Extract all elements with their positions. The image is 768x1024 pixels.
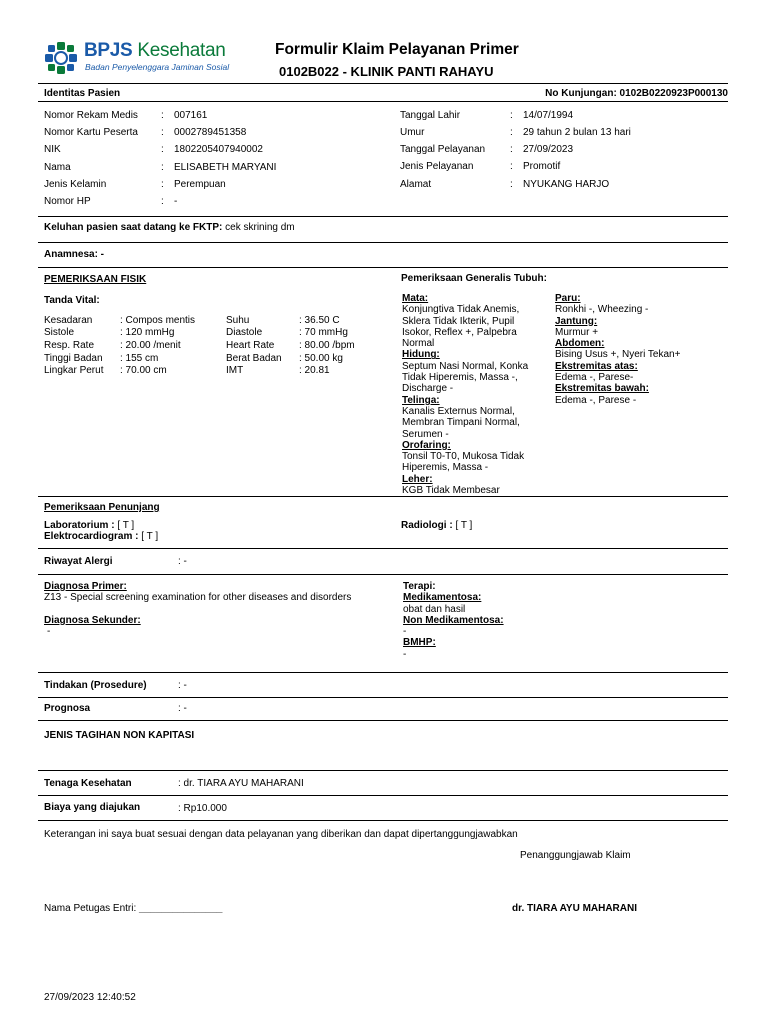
tanda-vital-label: Tanda Vital: [44, 295, 100, 306]
keluhan [44, 222, 295, 233]
colon: : [161, 110, 164, 121]
keluhan-label: Keluhan pasien saat datang ke FKTP: [44, 222, 223, 233]
vital-value: : 70 mmHg [299, 327, 348, 338]
colon: : [161, 144, 164, 155]
exam-line: Ronkhi -, Wheezing - [555, 304, 649, 316]
prognosa-label: Prognosa [44, 703, 91, 714]
exam-line: Edema -, Parese- [555, 372, 634, 384]
field-value: - [174, 196, 178, 207]
vital-label: Resp. Rate [44, 340, 95, 351]
anamnesa: Anamnesa: - [44, 249, 105, 260]
exam-title: Ekstremitas bawah: [555, 383, 649, 395]
keluhan-value: cek skrining dm [225, 222, 295, 233]
diagnosa-primer-value: Z13 - Special screening examination for other diseases and disorders [44, 592, 352, 604]
field-label: NIK [44, 144, 61, 155]
vital-value: : 80.00 /bpm [299, 340, 355, 351]
exam-title: Leher: [402, 473, 433, 485]
medikamentosa-label: Medikamentosa: [403, 592, 482, 604]
fisik-heading: PEMERIKSAAN FISIK [44, 274, 147, 285]
exam-title: Abdomen: [555, 338, 605, 350]
exam-title: Jantung: [555, 315, 598, 327]
exam-title: Hidung: [402, 349, 440, 361]
colon: : [161, 162, 164, 173]
form-subtitle: 0102B022 - KLINIK PANTI RAHAYU [279, 64, 494, 79]
bmhp-label: BMHP: [403, 637, 436, 649]
logo-tagline: Badan Penyelenggara Jaminan Sosial [85, 62, 230, 72]
generalis-heading: Pemeriksaan Generalis Tubuh: [401, 273, 547, 284]
form-title: Formulir Klaim Pelayanan Primer [275, 41, 519, 58]
colon: : [510, 110, 513, 121]
exam-title: Mata: [402, 293, 429, 304]
non-medikamentosa-value: - [403, 626, 407, 638]
colon: : [510, 161, 513, 172]
colon: : [510, 127, 513, 138]
colon: : [161, 127, 164, 138]
exam-line: Serumen - [402, 428, 449, 440]
colon: : [161, 196, 164, 207]
signer-name: dr. TIARA AYU MAHARANI [512, 903, 638, 914]
diagnosa-sekunder-value: - [47, 625, 51, 637]
vital-value: : 155 cm [120, 353, 159, 364]
diagnosa-primer-label: Diagnosa Primer: [44, 581, 127, 592]
petugas-row [44, 903, 222, 914]
exam-line: Tidak Hiperemis, Massa -, [402, 372, 518, 384]
terapi-block [403, 581, 504, 660]
field-value: Promotif [523, 161, 561, 172]
field-value: ELISABETH MARYANI [174, 162, 277, 173]
petugas-label: Nama Petugas Entri: [44, 903, 137, 914]
jenis-tagihan-heading: JENIS TAGIHAN NON KAPITASI [44, 730, 195, 741]
exam-line: Isokor, Reflex +, Palpebra [402, 326, 517, 338]
non-medikamentosa-label: Non Medikamentosa: [403, 614, 504, 626]
exam-title: Ekstremitas atas: [555, 360, 638, 372]
penunjang-heading: Pemeriksaan Penunjang [44, 502, 160, 513]
field-value: NYUKANG HARJO [523, 179, 610, 190]
vital-label: Sistole [44, 327, 75, 338]
exam-line: Normal [402, 338, 435, 350]
generalis-col1 [402, 293, 552, 496]
vital-label: Berat Badan [226, 353, 282, 364]
alergi-value: : - [178, 556, 187, 567]
radiologi-value: [ T ] [455, 520, 473, 531]
print-timestamp: 27/09/2023 12:40:52 [44, 992, 136, 1003]
exam-line: Konjungtiva Tidak Anemis, [402, 304, 520, 316]
exam-line: Edema -, Parese - [555, 394, 637, 406]
vital-label: Kesadaran [44, 315, 93, 326]
logo-name-2: Kesehatan [137, 40, 226, 61]
colon: : [161, 179, 164, 190]
bpjs-emblem-icon [44, 41, 78, 75]
vital-value: : 120 mmHg [120, 327, 175, 338]
petugas-blank: _______________ [139, 903, 223, 914]
biaya-label: Biaya yang diajukan [44, 802, 141, 813]
diagnosa-sekunder-label: Diagnosa Sekunder: [44, 614, 141, 626]
tenaga-value: : dr. TIARA AYU MAHARANI [178, 778, 304, 789]
field-label: Nomor Kartu Peserta [44, 127, 138, 138]
field-value: 0002789451358 [174, 127, 247, 138]
field-label: Alamat [400, 179, 432, 190]
exam-line: Tonsil T0-T0, Mukosa Tidak [402, 451, 525, 463]
vital-label: Lingkar Perut [44, 365, 104, 376]
keterangan-text: Keterangan ini saya buat sesuai dengan data pelayanan yang diberikan dan dapat dipertanggungjawabkan [44, 829, 518, 840]
field-value: 14/07/1994 [523, 110, 574, 121]
lab-value: [ T ] [117, 520, 135, 531]
field-value: 007161 [174, 110, 208, 121]
bpjs-logo [44, 40, 230, 76]
tindakan-value: : - [178, 680, 187, 691]
field-label: Nomor Rekam Medis [44, 110, 138, 121]
vital-value: : 70.00 cm [120, 365, 167, 376]
exam-line: Membran Timpani Normal, [402, 417, 520, 429]
exam-line: KGB Tidak Membesar [402, 485, 500, 497]
colon: : [510, 179, 513, 190]
generalis-col2 [555, 293, 725, 406]
alergi-label: Riwayat Alergi [44, 556, 113, 567]
exam-line: Sklera Tidak Ikterik, Pupil [402, 315, 515, 327]
exam-line: Bising Usus +, Nyeri Tekan+ [555, 349, 681, 361]
vital-label: Tinggi Badan [44, 353, 103, 364]
colon: : [510, 144, 513, 155]
ekg-row [44, 531, 158, 542]
medikamentosa-value: obat dan hasil [403, 603, 466, 615]
radiologi-row [401, 520, 472, 531]
field-label: Tanggal Lahir [400, 110, 461, 121]
exam-line: Murmur + [555, 326, 599, 338]
vital-label: Suhu [226, 315, 250, 326]
radiologi-label: Radiologi : [401, 520, 453, 531]
field-value: Perempuan [174, 179, 226, 190]
tindakan-label: Tindakan (Prosedure) [44, 680, 147, 691]
field-label: Tanggal Pelayanan [400, 144, 486, 155]
vital-value: : 20.81 [299, 365, 330, 376]
vital-value: : Compos mentis [120, 315, 196, 326]
field-label: Nomor HP [44, 196, 91, 207]
terapi-label: Terapi: [403, 581, 436, 592]
exam-line: Kanalis Externus Normal, [402, 405, 515, 417]
logo-name: BPJS [84, 40, 133, 61]
field-label: Nama [44, 162, 71, 173]
field-label: Jenis Kelamin [44, 179, 107, 190]
vital-value: : 50.00 kg [299, 353, 343, 364]
penanggungjawab-label: Penanggungjawab Klaim [520, 850, 631, 861]
no-kunjungan: No Kunjungan: 0102B0220923P000130 [545, 88, 728, 99]
diagnosa-block [44, 581, 351, 637]
bmhp-value: - [403, 648, 407, 660]
field-value: 29 tahun 2 bulan 13 hari [523, 127, 631, 138]
field-value: 1802205407940002 [174, 144, 263, 155]
ekg-label: Elektrocardiogram : [44, 531, 139, 542]
identitas-heading: Identitas Pasien [44, 88, 121, 99]
vital-label: IMT [226, 365, 244, 376]
field-label: Jenis Pelayanan [400, 161, 474, 172]
vital-value: : 20.00 /menit [120, 340, 181, 351]
exam-title: Orofaring: [402, 439, 451, 451]
biaya-value: : Rp10.000 [178, 803, 227, 814]
exam-line: Hiperemis, Massa - [402, 462, 489, 474]
ekg-value: [ T ] [141, 531, 159, 542]
field-label: Umur [400, 127, 425, 138]
exam-title: Paru: [555, 293, 581, 304]
tenaga-label: Tenaga Kesehatan [44, 778, 132, 789]
vital-value: : 36.50 C [299, 315, 340, 326]
lab-label: Laboratorium : [44, 520, 115, 531]
vital-label: Heart Rate [226, 340, 275, 351]
exam-line: Discharge - [402, 383, 454, 395]
exam-title: Telinga: [402, 394, 440, 406]
lab-row [44, 520, 134, 531]
prognosa-value: : - [178, 703, 187, 714]
field-value: 27/09/2023 [523, 144, 574, 155]
vital-label: Diastole [226, 327, 263, 338]
exam-line: Septum Nasi Normal, Konka [402, 360, 529, 372]
